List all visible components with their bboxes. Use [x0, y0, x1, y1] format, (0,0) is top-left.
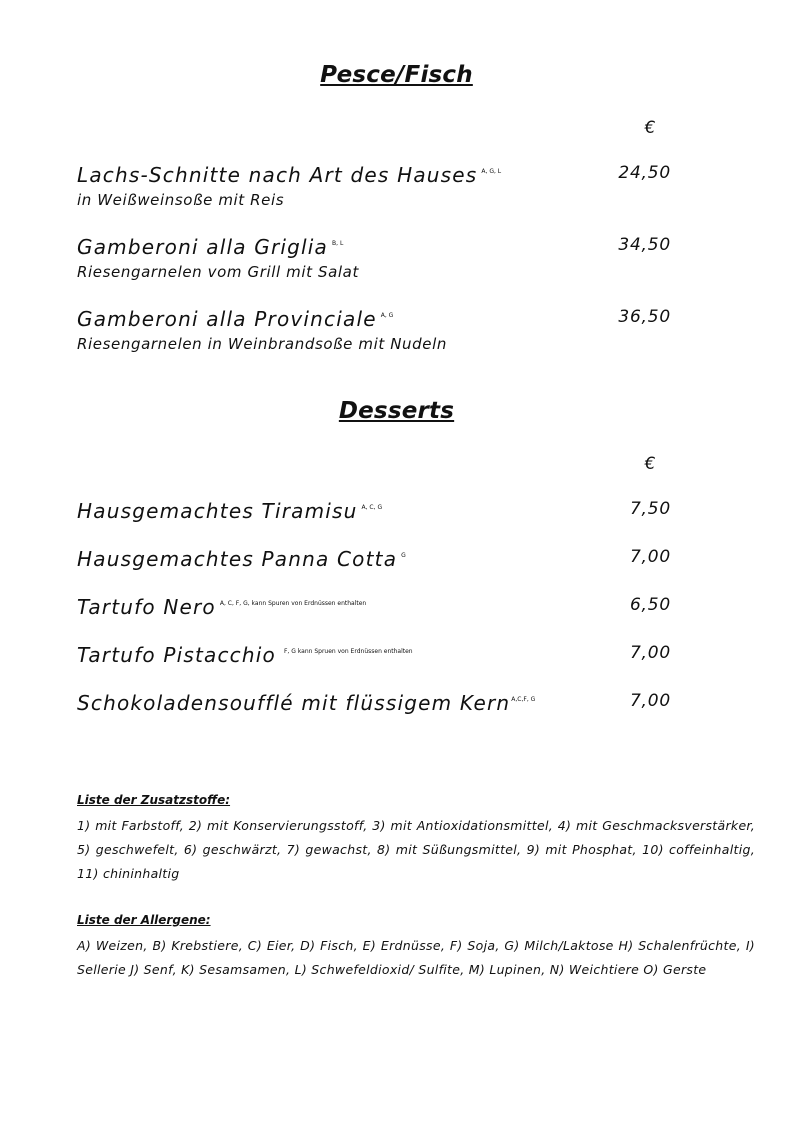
item-name: Lachs-Schnitte nach Art des Hauses [77, 163, 478, 187]
item-description: in Weißweinsoße mit Reis [77, 191, 285, 209]
item-price: 34,50 [618, 235, 671, 255]
menu-item [77, 307, 697, 353]
item-allergens: A, G, L [481, 168, 502, 175]
allergens-list [77, 913, 755, 982]
menu-item [77, 643, 697, 667]
item-allergens: F, G kann Spruen von Erdnüssen enthalten [283, 648, 413, 655]
item-allergens: A, C, F, G, kann Spuren von Erdnüssen enthalten [219, 600, 367, 607]
menu-item [77, 691, 697, 715]
item-price: 24,50 [618, 163, 671, 183]
desserts-section-title: Desserts [338, 398, 455, 424]
menu-item [77, 235, 697, 281]
allergens-title: Liste der Allergene: [77, 913, 211, 927]
item-allergens: B, L [332, 240, 344, 247]
desserts-currency-header: € [644, 454, 656, 474]
item-price: 36,50 [618, 307, 671, 327]
additives-title: Liste der Zusatzstoffe: [77, 793, 231, 807]
item-price: 7,00 [629, 691, 671, 711]
item-price: 7,50 [629, 499, 671, 519]
item-price: 7,00 [629, 547, 671, 567]
item-name: Schokoladensoufflé mit flüssigem Kern [77, 691, 511, 715]
item-allergens: A, G [380, 312, 394, 319]
item-price: 7,00 [629, 643, 671, 663]
menu-item [77, 499, 697, 523]
item-description: Riesengarnelen vom Grill mit Salat [77, 263, 359, 281]
additives-list [77, 793, 755, 886]
item-allergens: G [401, 552, 406, 559]
item-name: Hausgemachtes Tiramisu [77, 499, 358, 523]
fish-currency-header: € [644, 118, 656, 138]
item-name: Tartufo Nero [77, 595, 216, 619]
item-price: 6,50 [629, 595, 671, 615]
menu-item [77, 163, 697, 209]
fish-section-title: Pesce/Fisch [320, 62, 473, 88]
item-allergens: A,C,F, G [511, 696, 536, 703]
menu-item [77, 595, 697, 619]
item-name: Hausgemachtes Panna Cotta [77, 547, 398, 571]
additives-text: 1) mit Farbstoff, 2) mit Konservierungsstoff, 3) mit Antioxidationsmittel, 4) mit Geschmacksverstärker, 5) geschwefelt, 6) geschwärzt, 7) gewachst, 8) mit Süßungsmittel, 9) mit Phosphat, 10) coffeinhaltig, 11) chininhaltig [77, 818, 755, 881]
item-description: Riesengarnelen in Weinbrandsoße mit Nudeln [77, 335, 447, 353]
item-allergens: A, C, G [361, 504, 383, 511]
item-name: Tartufo Pistacchio [77, 643, 276, 667]
item-name: Gamberoni alla Provinciale [77, 307, 377, 331]
item-name: Gamberoni alla Griglia [77, 235, 329, 259]
allergens-text: A) Weizen, B) Krebstiere, C) Eier, D) Fisch, E) Erdnüsse, F) Soja, G) Milch/Laktose H) Schalenfrüchte, I) Sellerie J) Senf, K) Sesamsamen, L) Schwefeldioxid/ Sulfite, M) Lupinen, N) Weichtiere O) Gerste [77, 938, 755, 977]
menu-item [77, 547, 697, 571]
